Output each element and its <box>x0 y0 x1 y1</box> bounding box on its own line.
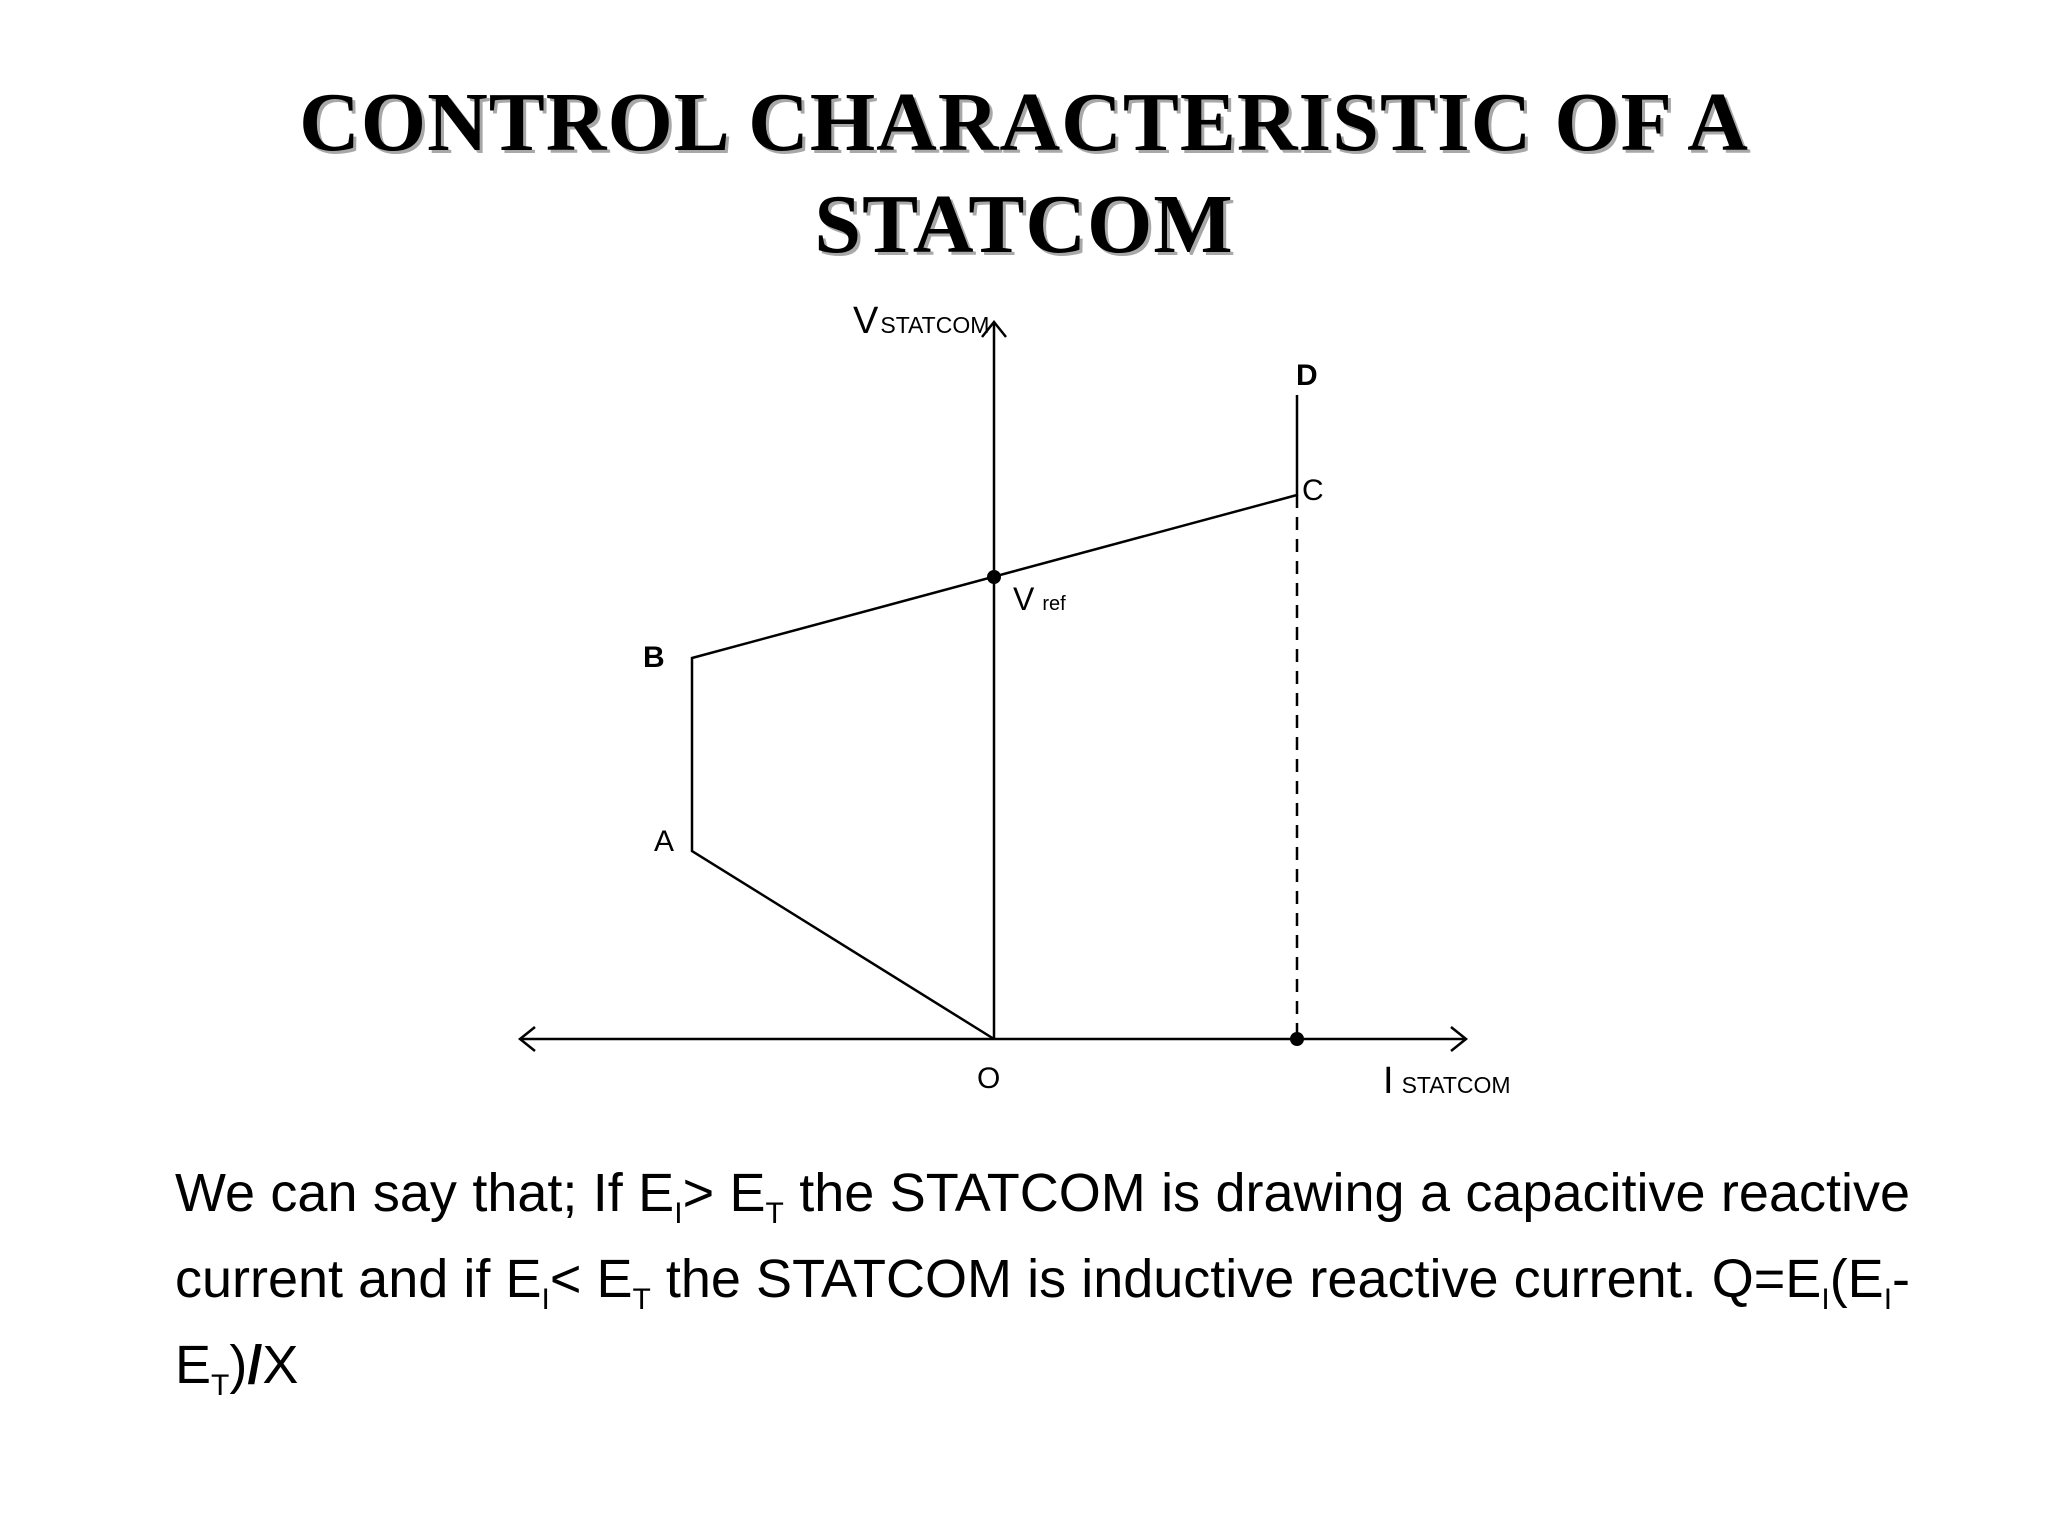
point-c-label: C <box>1302 474 1324 507</box>
point-a-label: A <box>654 825 675 858</box>
current-limit-point <box>1290 1032 1304 1046</box>
title-line-2: STATCOM <box>814 178 1234 271</box>
explanation-paragraph: We can say that; If $E_I> E_T$ the STATCOM is drawing a capacitive reactive current and if $E_I< E_T$ the STATCOM is inductive reactive current. $Q=E_I(E_I-E_T)/X$ <box>175 1163 1911 1402</box>
origin-label: O <box>977 1062 1001 1095</box>
y-axis-label: VSTATCOM <box>853 300 990 342</box>
point-d-label: D <box>1296 359 1318 392</box>
point-b-label: B <box>643 641 665 674</box>
title-line-1: CONTROL CHARACTERISTIC OF A <box>299 76 1749 169</box>
x-axis-label: ISTATCOM <box>1383 1060 1511 1102</box>
vref-label: Vref <box>1013 581 1066 617</box>
vref-point <box>987 570 1001 584</box>
